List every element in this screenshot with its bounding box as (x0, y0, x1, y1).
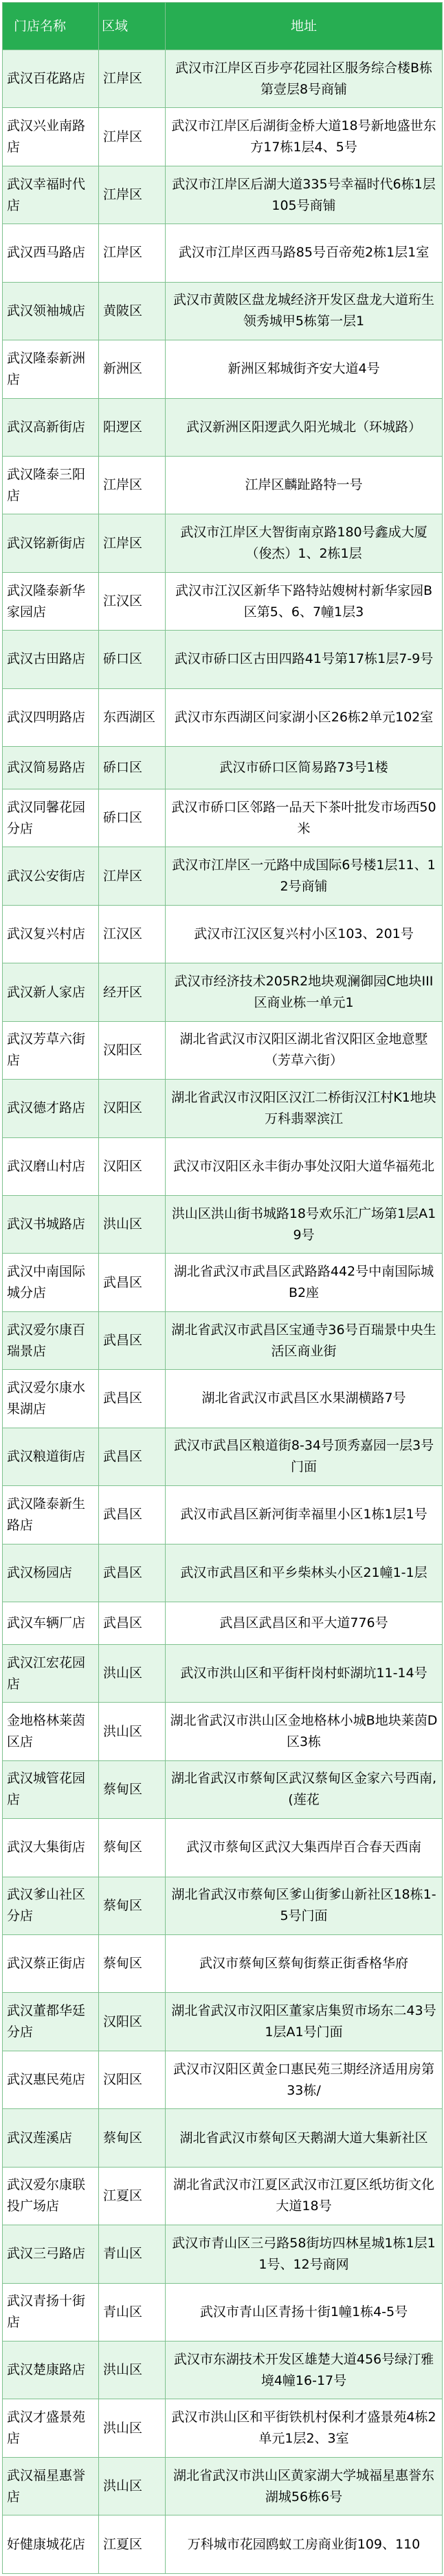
district-cell: 汉阳区 (99, 1137, 166, 1195)
district-cell: 硚口区 (99, 789, 166, 847)
table-row (3, 108, 443, 166)
store-name-cell: 武汉古田路店 (3, 631, 99, 688)
address-cell: 湖北省武汉市汉阳区湖北省汉阳区金地意墅（芳草六街） (166, 1021, 443, 1079)
store-name-cell: 武汉公安街店 (3, 847, 99, 905)
table-row (3, 456, 443, 514)
address-cell: 武汉市江岸区一元路中成国际6号楼1层11、12号商铺 (166, 847, 443, 905)
address-cell: 武汉市武昌区新河街幸福里小区1栋1层1号 (166, 1486, 443, 1544)
table-row (3, 1137, 443, 1195)
address-cell: 武汉市武昌区粮道街8-34号顶秀嘉园一层3号门面 (166, 1428, 443, 1485)
table-row (3, 1544, 443, 1602)
store-name-cell: 武汉三弓路店 (3, 2225, 99, 2283)
district-cell: 江岸区 (99, 847, 166, 905)
address-cell: 江岸区麟趾路特一号 (166, 456, 443, 514)
district-cell: 洪山区 (99, 2342, 166, 2399)
address-cell: 武汉市硚口区简易路73号1楼 (166, 747, 443, 789)
district-cell: 武昌区 (99, 1428, 166, 1485)
table-row (3, 1080, 443, 1137)
store-name-cell: 武汉高新街店 (3, 398, 99, 456)
table-row (3, 1877, 443, 1934)
table-row (3, 1370, 443, 1428)
store-name-cell: 武汉大集街店 (3, 1819, 99, 1877)
address-cell: 武汉市蔡甸区蔡甸街蔡正街香格华府 (166, 1935, 443, 1993)
table-row (3, 1021, 443, 1079)
address-cell: 武汉市洪山区和平街杆岗村虾湖坑11-14号 (166, 1644, 443, 1702)
table-row (3, 1819, 443, 1877)
address-cell: 武汉市汉阳区永丰街办事处汉阳大道华福苑北 (166, 1137, 443, 1195)
district-cell: 江岸区 (99, 166, 166, 223)
table-row (3, 2283, 443, 2341)
district-cell: 阳逻区 (99, 398, 166, 456)
district-cell: 经开区 (99, 963, 166, 1021)
header-district: 区域 (99, 3, 166, 50)
table-row (3, 1935, 443, 1993)
store-name-cell: 武汉爹山社区分店 (3, 1877, 99, 1934)
store-name-cell: 好健康城花店 (3, 2515, 99, 2574)
district-cell: 汉阳区 (99, 2051, 166, 2108)
address-cell: 万科城市花园鸥蚁工房商业街109、110 (166, 2515, 443, 2574)
district-cell: 蔡甸区 (99, 1819, 166, 1877)
store-name-cell: 武汉爱尔康百瑞景店 (3, 1311, 99, 1369)
address-cell: 武汉市经济技术205R2地块观澜御园C地块III区商业栋一单元1 (166, 963, 443, 1021)
store-name-cell: 武汉董都华廷分店 (3, 1993, 99, 2051)
store-name-cell: 金地格林莱茵区店 (3, 1703, 99, 1760)
district-cell: 武昌区 (99, 1544, 166, 1602)
address-cell: 湖北省武汉市汉阳区董家店集贸市场东二43号1层A1号门面 (166, 1993, 443, 2051)
table-row (3, 1993, 443, 2051)
address-cell: 湖北省武汉市武昌区武路路442号中南国际城B2座 (166, 1254, 443, 1311)
table-row (3, 2342, 443, 2399)
address-cell: 湖北省武汉市洪山区黄家湖大学城福星惠誉东湖城56栋6号 (166, 2457, 443, 2515)
district-cell: 江夏区 (99, 2515, 166, 2574)
address-cell: 武汉市蔡甸区武汉大集西岸百合春天西南 (166, 1819, 443, 1877)
store-name-cell: 武汉粮道街店 (3, 1428, 99, 1485)
table-row (3, 905, 443, 963)
store-name-cell: 武汉才盛景苑店 (3, 2399, 99, 2457)
store-name-cell: 武汉书城路店 (3, 1196, 99, 1254)
table-row (3, 1311, 443, 1369)
table-row (3, 2167, 443, 2225)
district-cell: 武昌区 (99, 1254, 166, 1311)
address-cell: 武汉市青山区三弓路58街坊四林星城1栋1层11号、12号商网 (166, 2225, 443, 2283)
address-cell: 武汉市江岸区后湖大道335号幸福时代6栋1层105号商铺 (166, 166, 443, 223)
address-cell: 湖北省武汉市洪山区金地格林小城B地块莱茵D区3栋 (166, 1703, 443, 1760)
address-cell: 武汉新洲区阳逻武久阳光城北（环城路） (166, 398, 443, 456)
table-row (3, 50, 443, 108)
header-row (3, 3, 443, 50)
table-row (3, 789, 443, 847)
table-row (3, 340, 443, 398)
table-row (3, 1486, 443, 1544)
district-cell: 青山区 (99, 2225, 166, 2283)
store-name-cell: 武汉隆泰新洲店 (3, 340, 99, 398)
district-cell: 蔡甸区 (99, 1935, 166, 1993)
store-name-cell: 武汉百花路店 (3, 50, 99, 108)
district-cell: 蔡甸区 (99, 2109, 166, 2167)
address-cell: 武汉市硚口区邻路一品天下茶叶批发市场西50米 (166, 789, 443, 847)
table-row (3, 1644, 443, 1702)
address-cell: 武汉市江岸区后湖街金桥大道18号新地盛世东方17栋1层4、5号 (166, 108, 443, 166)
store-name-cell: 武汉幸福时代店 (3, 166, 99, 223)
store-name-cell: 武汉福星惠誉店 (3, 2457, 99, 2515)
table-row (3, 1428, 443, 1485)
district-cell: 汉阳区 (99, 1021, 166, 1079)
table-row (3, 2051, 443, 2108)
address-cell: 武汉市江岸区大智街南京路180号鑫成大厦（俊杰）1、2栋1层 (166, 514, 443, 572)
store-name-cell: 武汉隆泰新华家园店 (3, 572, 99, 630)
store-name-cell: 武汉楚康路店 (3, 2342, 99, 2399)
table-row (3, 688, 443, 746)
address-cell: 湖北省武汉市蔡甸区爹山街爹山新社区18栋1-5号门面 (166, 1877, 443, 1934)
table-row (3, 166, 443, 223)
store-name-cell: 武汉复兴村店 (3, 905, 99, 963)
district-cell: 新洲区 (99, 340, 166, 398)
table-row (3, 398, 443, 456)
table-row (3, 2225, 443, 2283)
table-row (3, 2515, 443, 2574)
district-cell: 江岸区 (99, 456, 166, 514)
address-cell: 武汉市东湖技术开发区雄楚大道456号绿汀雅境4幢16-17号 (166, 2342, 443, 2399)
address-cell: 武汉市江汉区复兴村小区103、201号 (166, 905, 443, 963)
table-row (3, 282, 443, 340)
table-row (3, 1602, 443, 1644)
address-cell: 武汉市黄陂区盘龙城经济开发区盘龙大道珩生领秀城甲5栋第一层1 (166, 282, 443, 340)
address-cell: 新洲区邾城街齐安大道4号 (166, 340, 443, 398)
district-cell: 武昌区 (99, 1370, 166, 1428)
address-cell: 湖北省武汉市汉阳区汉江二桥街汉江村K1地块万科翡翠滨江 (166, 1080, 443, 1137)
table-row (3, 1196, 443, 1254)
table-header (3, 3, 443, 50)
address-cell: 武汉市江岸区西马路85号百帝苑2栋1层1室 (166, 224, 443, 282)
address-cell: 湖北省武汉市武昌区宝通寺36号百瑞景中央生活区商业街 (166, 1311, 443, 1369)
district-cell: 汉阳区 (99, 1993, 166, 2051)
address-cell: 武汉市江汉区新华下路特站嫂树村新华家园B区第5、6、7幢1层3 (166, 572, 443, 630)
table-row (3, 2399, 443, 2457)
store-name-cell: 武汉隆泰三阳店 (3, 456, 99, 514)
store-name-cell: 武汉磨山村店 (3, 1137, 99, 1195)
district-cell: 洪山区 (99, 1196, 166, 1254)
store-name-cell: 武汉蔡正街店 (3, 1935, 99, 1993)
address-cell: 湖北省武汉市蔡甸区武汉蔡甸区金家六号西南,(莲花 (166, 1760, 443, 1818)
address-cell: 洪山区洪山街书城路18号欢乐汇广场第1层A19号 (166, 1196, 443, 1254)
store-name-cell: 武汉青扬十街店 (3, 2283, 99, 2341)
store-name-cell: 武汉城管花园店 (3, 1760, 99, 1818)
store-name-cell: 武汉新人家店 (3, 963, 99, 1021)
store-name-cell: 武汉杨园店 (3, 1544, 99, 1602)
table-row (3, 963, 443, 1021)
district-cell: 黄陂区 (99, 282, 166, 340)
district-cell: 洪山区 (99, 2399, 166, 2457)
district-cell: 硚口区 (99, 631, 166, 688)
table-row (3, 572, 443, 630)
store-name-cell: 武汉德才路店 (3, 1080, 99, 1137)
table-row (3, 224, 443, 282)
header-address: 地址 (166, 3, 443, 50)
district-cell: 蔡甸区 (99, 1877, 166, 1934)
district-cell: 蔡甸区 (99, 1760, 166, 1818)
table-row (3, 514, 443, 572)
table-row (3, 1703, 443, 1760)
district-cell: 青山区 (99, 2283, 166, 2341)
district-cell: 洪山区 (99, 2457, 166, 2515)
store-name-cell: 武汉简易路店 (3, 747, 99, 789)
store-name-cell: 武汉兴业南路店 (3, 108, 99, 166)
district-cell: 江岸区 (99, 108, 166, 166)
district-cell: 硚口区 (99, 747, 166, 789)
district-cell: 洪山区 (99, 1703, 166, 1760)
header-store-name: 门店名称 (3, 3, 99, 50)
district-cell: 东西湖区 (99, 688, 166, 746)
address-cell: 武汉市青山区青扬十街1幢1栋4-5号 (166, 2283, 443, 2341)
district-cell: 洪山区 (99, 1644, 166, 1702)
table-row (3, 631, 443, 688)
address-cell: 湖北省武汉市武昌区水果湖横路7号 (166, 1370, 443, 1428)
district-cell: 江岸区 (99, 224, 166, 282)
store-name-cell: 武汉芳草六街店 (3, 1021, 99, 1079)
district-cell: 江夏区 (99, 2167, 166, 2225)
district-cell: 江岸区 (99, 50, 166, 108)
table-row (3, 2109, 443, 2167)
address-cell: 武汉市江岸区百步亭花园社区服务综合楼B栋第壹层8号商铺 (166, 50, 443, 108)
address-cell: 武汉市东西湖区问家湖小区26栋2单元102室 (166, 688, 443, 746)
store-table (2, 2, 443, 2574)
store-name-cell: 武汉莲溪店 (3, 2109, 99, 2167)
district-cell: 江汉区 (99, 905, 166, 963)
store-name-cell: 武汉爱尔康联投广场店 (3, 2167, 99, 2225)
address-cell: 武汉市洪山区和平街铁机村保利才盛景苑4栋2单元1层2、3室 (166, 2399, 443, 2457)
table-row (3, 747, 443, 789)
store-name-cell: 武汉四明路店 (3, 688, 99, 746)
store-name-cell: 武汉江宏花园店 (3, 1644, 99, 1702)
store-name-cell: 武汉车辆厂店 (3, 1602, 99, 1644)
table-row (3, 2457, 443, 2515)
district-cell: 江岸区 (99, 514, 166, 572)
store-name-cell: 武汉西马路店 (3, 224, 99, 282)
district-cell: 武昌区 (99, 1486, 166, 1544)
district-cell: 汉阳区 (99, 1080, 166, 1137)
address-cell: 武汉市硚口区古田四路41号第17栋1层7-9号 (166, 631, 443, 688)
store-name-cell: 武汉中南国际城分店 (3, 1254, 99, 1311)
store-name-cell: 武汉隆泰新生路店 (3, 1486, 99, 1544)
store-name-cell: 武汉领袖城店 (3, 282, 99, 340)
address-cell: 湖北省武汉市江夏区武汉市江夏区纸坊街文化大道18号 (166, 2167, 443, 2225)
store-name-cell: 武汉惠民苑店 (3, 2051, 99, 2108)
district-cell: 武昌区 (99, 1602, 166, 1644)
address-cell: 湖北省武汉市蔡甸区天鹅湖大道大集新社区 (166, 2109, 443, 2167)
table-row (3, 1254, 443, 1311)
address-cell: 武汉市武昌区和平乡柴林头小区21幢1-1层 (166, 1544, 443, 1602)
table-body (3, 50, 443, 2574)
address-cell: 武汉市汉阳区黄金口惠民苑三期经济适用房第33栋/ (166, 2051, 443, 2108)
store-name-cell: 武汉同馨花园分店 (3, 789, 99, 847)
store-name-cell: 武汉爱尔康水果湖店 (3, 1370, 99, 1428)
store-name-cell: 武汉铭新街店 (3, 514, 99, 572)
district-cell: 江汉区 (99, 572, 166, 630)
table-row (3, 1760, 443, 1818)
district-cell: 武昌区 (99, 1311, 166, 1369)
address-cell: 武昌区武昌区和平大道776号 (166, 1602, 443, 1644)
table-row (3, 847, 443, 905)
